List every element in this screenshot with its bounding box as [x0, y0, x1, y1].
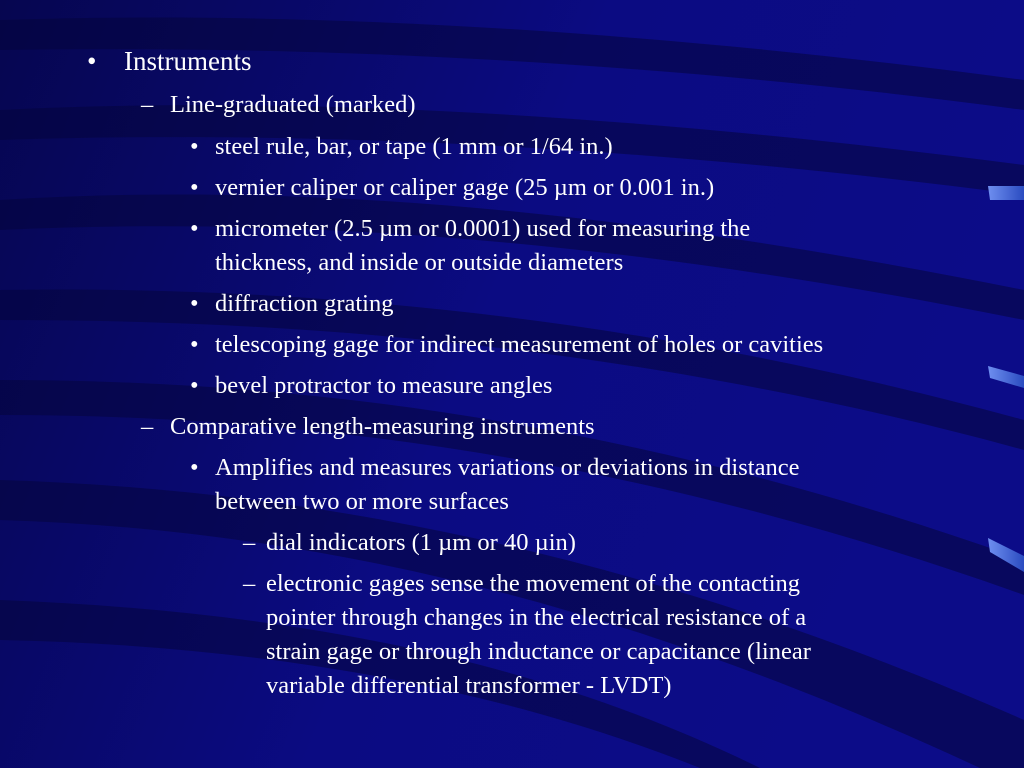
- bullet-marker: •: [190, 215, 199, 242]
- outline-item-text-continued: pointer through changes in the electrical resistance of a: [266, 604, 807, 631]
- outline-item-text: Line-graduated (marked): [170, 91, 416, 118]
- outline-item-text: Amplifies and measures variations or deviations in distance: [215, 454, 800, 481]
- bullet-marker: •: [190, 331, 199, 358]
- dash-marker: –: [141, 91, 154, 118]
- outline-item-text-continued: variable differential transformer - LVDT): [266, 672, 672, 699]
- outline-item-text: steel rule, bar, or tape (1 mm or 1/64 in.): [215, 133, 613, 160]
- bullet-marker: •: [190, 454, 199, 481]
- outline-item-text: telescoping gage for indirect measurement of holes or cavities: [215, 331, 824, 358]
- outline-item-text-continued: strain gage or through inductance or capacitance (linear: [266, 638, 811, 665]
- outline-item-text: micrometer (2.5 µm or 0.0001) used for measuring the: [215, 215, 751, 242]
- bullet-marker: •: [190, 133, 199, 160]
- bullet-marker: •: [190, 290, 199, 317]
- dash-marker: –: [141, 413, 154, 440]
- dash-marker: –: [243, 570, 256, 597]
- bullet-marker: •: [87, 46, 97, 76]
- outline-item-text: Comparative length-measuring instruments: [170, 413, 595, 440]
- outline-item-text: bevel protractor to measure angles: [215, 372, 553, 399]
- outline-item-text: diffraction grating: [215, 290, 394, 317]
- bullet-marker: •: [190, 174, 199, 201]
- outline-item-text: electronic gages sense the movement of the contacting: [266, 570, 801, 597]
- outline-item-text: vernier caliper or caliper gage (25 µm or 0.001 in.): [215, 174, 715, 201]
- outline-item-text-continued: thickness, and inside or outside diameters: [215, 249, 624, 276]
- outline-item-text: dial indicators (1 µm or 40 µin): [266, 529, 576, 556]
- dash-marker: –: [243, 529, 256, 556]
- bullet-marker: •: [190, 372, 199, 399]
- outline-item-text: Instruments: [124, 46, 252, 76]
- outline-item-text-continued: between two or more surfaces: [215, 488, 509, 515]
